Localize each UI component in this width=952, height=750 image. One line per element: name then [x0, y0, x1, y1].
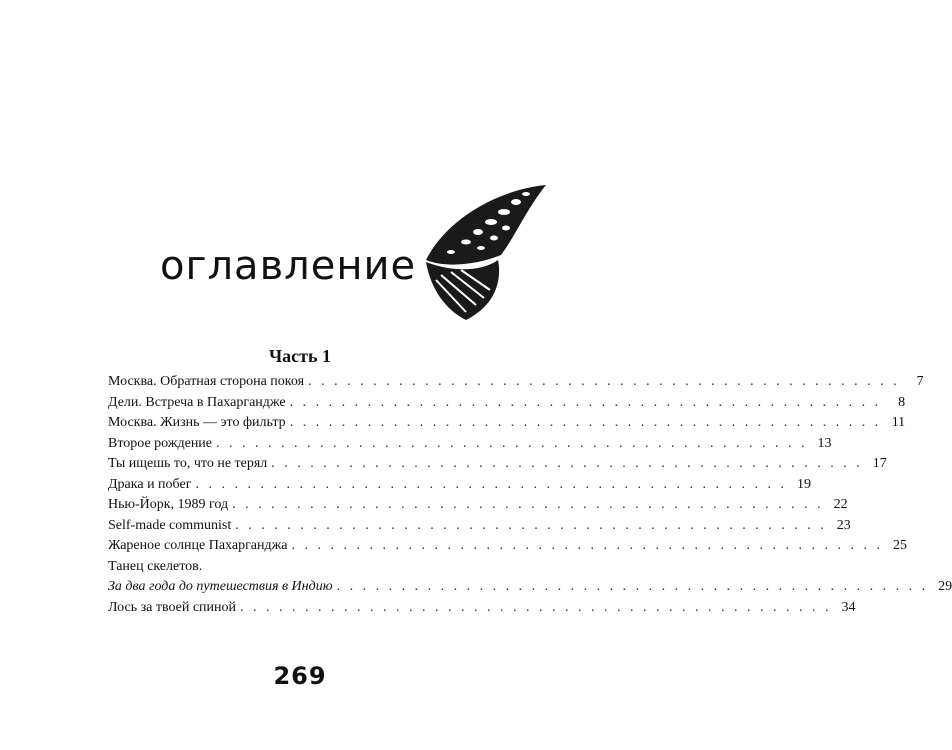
toc-leader-dots: . . . . . . . . . . . . . . . . . . . . . . . . . . . . . . . . . . . . . . . . . . . . . . [336, 579, 929, 594]
butterfly-icon [406, 180, 556, 330]
toc-leader-dots: . . . . . . . . . . . . . . . . . . . . . . . . . . . . . . . . . . . . . . . . . . . . . . [232, 497, 824, 512]
toc-entry [108, 536, 908, 557]
toc-entry-page: 29 [938, 579, 952, 594]
toc-leader-dots: . . . . . . . . . . . . . . . . . . . . . . . . . . . . . . . . . . . . . . . . . . . . . . [271, 456, 863, 471]
page-number: 269 [273, 662, 327, 690]
toc-entry-title: Лось за твоей спиной [108, 599, 237, 615]
toc-leader-dots: . . . . . . . . . . . . . . . . . . . . . . . . . . . . . . . . . . . . . . . . . . . . . . [235, 517, 827, 533]
toc-entry [108, 372, 924, 393]
toc-leader-dots: . . . . . . . . . . . . . . . . . . . . . . . . . . . . . . . . . . . . . . . . . . . . . . [216, 435, 808, 451]
toc-leader-dots: . . . . . . . . . . . . . . . . . . . . . . . . . . . . . . . . . . . . . . . . . . . . . . [291, 538, 884, 553]
toc-leader-dots: . . . . . . . . . . . . . . . . . . . . . . . . . . . . . . . . . . . . . . . . . . . . . . [289, 415, 882, 430]
toc-entry [108, 577, 952, 598]
toc-entry [108, 475, 811, 496]
toc-entry-title: Драка и побег [108, 476, 192, 492]
toc-leader-dots: . . . . . . . . . . . . . . . . . . . . . . . . . . . . . . . . . . . . . . . . . . . . . . [195, 476, 787, 492]
toc-leader-dots: . . . . . . . . . . . . . . . . . . . . . . . . . . . . . . . . . . . . . . . . . . . . . . [289, 394, 882, 410]
toc-entry [108, 598, 856, 619]
part-heading: Часть 1 [268, 346, 332, 366]
toc-entry-page: 22 [833, 497, 848, 512]
toc-title: оглавление [160, 243, 417, 289]
toc-entry [108, 516, 851, 537]
toc-entry-page: 11 [891, 415, 906, 430]
toc-entry [108, 434, 832, 455]
toc-entry-page: 23 [836, 517, 851, 533]
toc-entry-title: Второе рождение [108, 435, 213, 451]
toc-entry-page: 8 [898, 394, 906, 410]
toc-entry-page: 17 [872, 456, 887, 471]
toc-leader-dots: . . . . . . . . . . . . . . . . . . . . . . . . . . . . . . . . . . . . . . . . . . . . . . [308, 374, 900, 389]
toc-entry [108, 393, 906, 414]
toc-entry-page: 34 [841, 599, 856, 615]
toc-entry [108, 454, 887, 475]
toc-list [108, 372, 952, 618]
toc-entry-title: Нью-Йорк, 1989 год [108, 497, 229, 512]
toc-entry-title: Москва. Обратная сторона покоя [108, 374, 305, 389]
toc-entry-title: Дели. Встреча в Пахаргандже [108, 394, 286, 410]
toc-entry-page: 13 [817, 435, 832, 451]
toc-entry [108, 557, 492, 578]
toc-entry-page: 7 [916, 374, 924, 389]
toc-entry-title: Жареное солнце Пахарганджа [108, 538, 288, 553]
toc-entry [108, 495, 848, 516]
toc-entry [108, 413, 906, 434]
toc-entry-title: Ты ищешь то, что не терял [108, 456, 268, 471]
toc-entry-title: За два года до путешествия в Индию [108, 579, 333, 594]
toc-heading [160, 236, 440, 296]
toc-leader-dots: . . . . . . . . . . . . . . . . . . . . . . . . . . . . . . . . . . . . . . . . . . . . . . [240, 599, 832, 615]
toc-entry-page: 25 [893, 538, 908, 553]
toc-entry-title: Танец скелетов. [108, 558, 203, 574]
toc-entry-page: 19 [796, 476, 811, 492]
toc-entry-title: Self-made communist [108, 517, 232, 533]
toc-entry-title: Москва. Жизнь — это фильтр [108, 415, 286, 430]
